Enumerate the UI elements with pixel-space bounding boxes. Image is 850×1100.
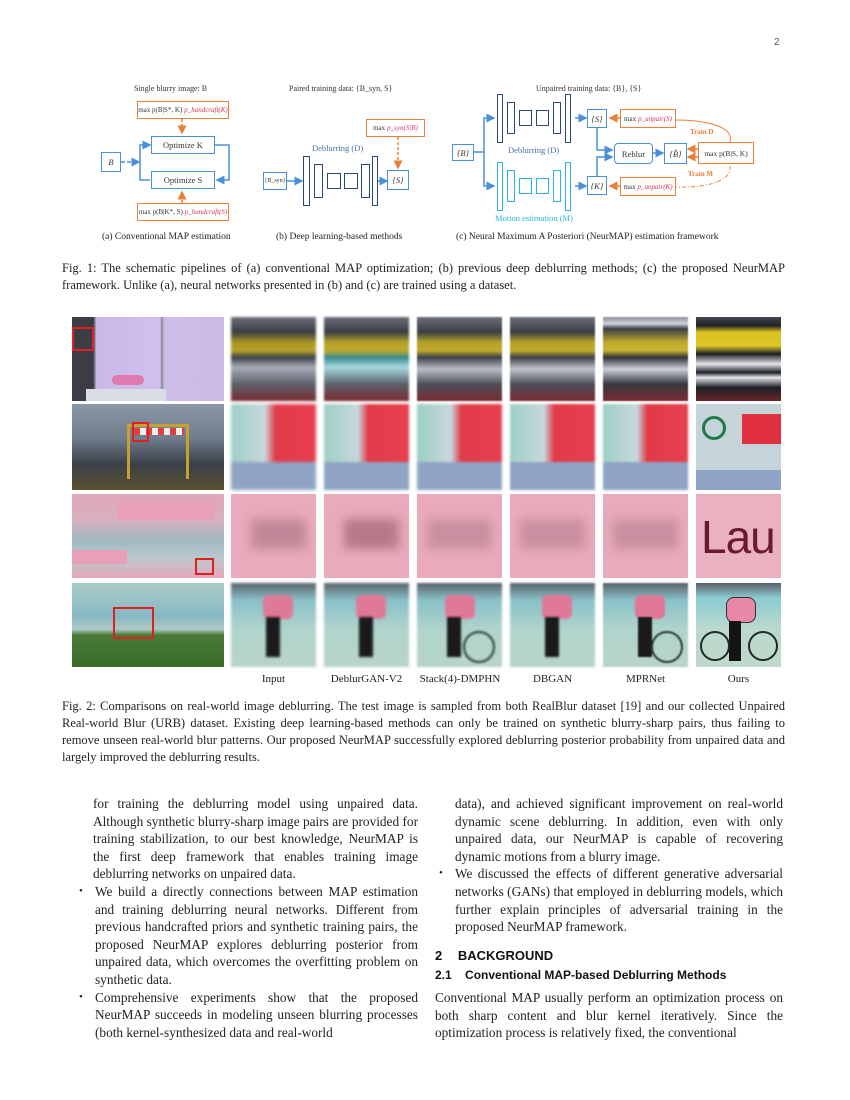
reblur-box: Reblur (614, 143, 653, 164)
row1-deblurganv2-crop (324, 317, 409, 401)
row3-input-crop (231, 494, 316, 578)
optimize-k-box: Optimize K (151, 136, 215, 154)
row2-input-crop (231, 404, 316, 490)
row1-ours-crop (696, 317, 781, 401)
panel-c-input-box: {B} (452, 144, 474, 161)
row3-deblurganv2-crop (324, 494, 409, 578)
objective-text: max (373, 124, 386, 132)
row3-mprnet-crop (603, 494, 688, 578)
row2-deblurganv2-crop (324, 404, 409, 490)
section-title: BACKGROUND (457, 948, 554, 963)
prior-unpair-k-text: max (623, 182, 636, 191)
panel-b-output-box: {S} (387, 170, 409, 190)
contribution-bullet: • We build a directly connections between MAP estimation and training deblurring neural networks. Different from previous handcrafted priors and synthetic training pairs, the proposed NeurMAP explores deblurring posterior from unpaired data, which overcomes the overfitting problem on synthetic data. (75, 883, 418, 989)
row4-dbgan-crop (510, 583, 595, 667)
figure-2-caption: Fig. 2: Comparisons on real-world image deblurring. The test image is sampled from both RealBlur dataset [19] and our collected Unpaired Real-world Blur (URB) dataset. Existing deep learning-based methods can only be trained on synthetic blurry-sharp pairs, thus failing to remove unseen real-world blur patterns. Our proposed NeurMAP successfully explored deblurring posterior probability from unpaired data and largely improved the deblurring results. (62, 699, 785, 764)
panel-b-caption: (b) Deep learning-based methods (276, 232, 403, 242)
likelihood-box: max p(B|S, K) (698, 142, 754, 164)
train-d-label: Train D (690, 128, 714, 136)
row2-dmphn-crop (417, 404, 502, 490)
right-column (435, 795, 783, 936)
prior-unpair-s-text: max (624, 114, 637, 123)
page-number: 2 (774, 37, 780, 48)
background-paragraph: Conventional MAP usually perform an optimization process on both sharp content and blur kernel iteratively. Since the optimization process is relatively fixed, the conventional (435, 990, 783, 1041)
row4-ours-crop (696, 583, 781, 667)
row2-full-image (72, 404, 224, 490)
panel-a-input-box: B (101, 152, 121, 172)
row4-full-image (72, 583, 224, 667)
column-label-dbgan: DBGAN (532, 673, 573, 685)
crop-region-box (195, 558, 214, 575)
left-column (75, 795, 418, 1041)
row1-dmphn-crop (417, 317, 502, 401)
row1-full-image (72, 317, 224, 401)
panel-b-top-label: Paired training data: {B_syn, S} (289, 84, 393, 93)
row2-ours-crop (696, 404, 781, 490)
output-s-box: {S} (587, 109, 607, 128)
row2-dbgan-crop (510, 404, 595, 490)
column-label-dmphn: Stack(4)-DMPHN (419, 673, 501, 685)
train-m-label: Train M (688, 170, 713, 178)
optimize-s-box: Optimize S (151, 171, 215, 189)
subsection-title: Conventional MAP-based Deblurring Methods (465, 968, 727, 982)
panel-c-top-label: Unpaired training data: {B}, {S} (536, 84, 642, 93)
left-continuation-paragraph: for training the deblurring model using unpaired data. Although synthetic blurry-sharp image pairs are provided for training stabilization, to our best knowledge, NeurMAP is the first deep framework that enables training image deblurring networks on unpaired data. (93, 796, 418, 882)
prior-s-text: max p(B|K*, S) (138, 208, 183, 216)
subsection-number: 2.1 (435, 968, 452, 982)
column-label-deblurganv2: DeblurGAN-V2 (330, 673, 403, 685)
row3-dbgan-crop (510, 494, 595, 578)
row2-mprnet-crop (603, 404, 688, 490)
section-heading (435, 948, 553, 963)
motion-label: Motion estimation (M) (495, 213, 573, 223)
crop-region-box (132, 422, 149, 442)
row3-dmphn-crop (417, 494, 502, 578)
row1-dbgan-crop (510, 317, 595, 401)
prior-unpair-s-red: p_unpair(S) (638, 114, 672, 123)
panel-c-caption: (c) Neural Maximum A Posteriori (NeurMAP) estimation framework (456, 232, 719, 242)
deblur-label: Deblurring (D) (508, 145, 560, 155)
prior-k-text: max p(B|S*, K) (138, 106, 183, 114)
contribution-bullet: • Comprehensive experiments show that the proposed NeurMAP succeeds in modeling unseen blurring processes (both kernel-synthesized data and real-world (75, 989, 418, 1042)
contribution-bullet: • We discussed the effects of different generative adversarial networks (GANs) that employed in deblurring models, which further explain principles of adversarial training in the proposed NeurMAP framework. (435, 865, 783, 935)
crop-region-box (72, 327, 94, 351)
b-hat-box: {B̂} (664, 143, 687, 164)
prior-k-red-text: p_handcraft(K) (184, 106, 228, 114)
panel-b-network-label: Deblurring (D) (312, 143, 364, 153)
section-number: 2 (435, 948, 443, 963)
prior-unpair-k-red: p_unpair(K) (637, 182, 673, 191)
row4-dmphn-crop (417, 583, 502, 667)
row4-input-crop (231, 583, 316, 667)
row1-input-crop (231, 317, 316, 401)
prior-s-red-text: p_handcraft(S) (184, 208, 228, 216)
subsection-heading (435, 968, 726, 982)
objective-red-text: p_syn(S|B) (387, 124, 418, 132)
column-label-mprnet: MPRNet (625, 673, 666, 685)
column-label-ours: Ours (727, 673, 750, 685)
crop-region-box (113, 607, 154, 639)
column-label-input: Input (261, 673, 286, 685)
row4-deblurganv2-crop (324, 583, 409, 667)
row4-mprnet-crop (603, 583, 688, 667)
figure-1-caption: Fig. 1: The schematic pipelines of (a) conventional MAP optimization; (b) previous deep deblurring methods; (c) the proposed NeurMAP framework. Unlike (a), neural networks presented in (b) and (c) are trained using a dataset. (62, 261, 785, 292)
row3-ours-crop: Lau (696, 494, 781, 578)
panel-a-caption: (a) Conventional MAP estimation (102, 232, 231, 242)
panel-a-top-label: Single blurry image: B (134, 84, 208, 93)
row1-mprnet-crop (603, 317, 688, 401)
right-continuation-paragraph: data), and achieved significant improvement on real-world dynamic scene deblurring. In addition, even with only unpaired data, our NeurMAP is capable of recovering dynamic motions from a blurry image. (455, 796, 783, 864)
row3-full-image (72, 494, 224, 578)
panel-b-input-box: {B_syn} (263, 172, 287, 190)
output-k-box: {K} (587, 176, 607, 195)
